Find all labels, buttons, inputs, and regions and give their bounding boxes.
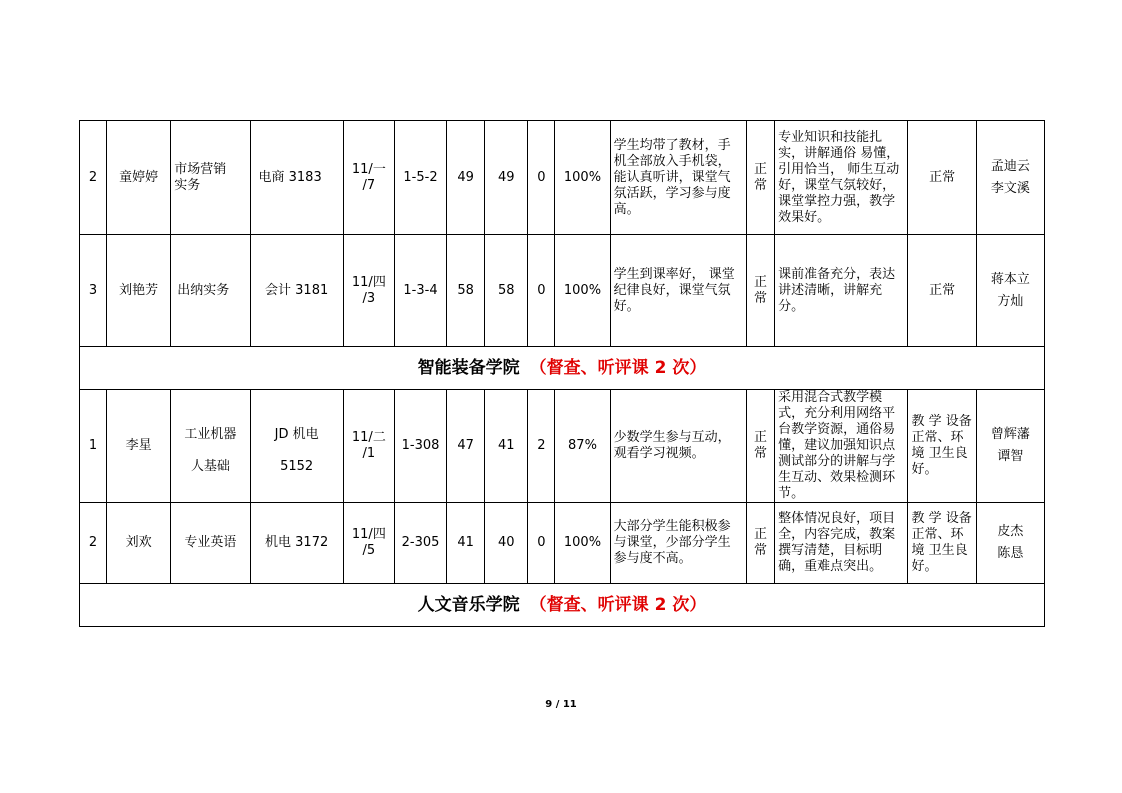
inspectors: 皮杰 陈恳 [976,503,1044,584]
inspectors: 蒋本立 方灿 [976,235,1044,347]
course-name: 专业英语 [171,503,250,584]
attendance-rate: 87% [555,390,610,503]
teacher-name: 童婷婷 [107,121,171,235]
actual-count: 49 [485,121,528,235]
row-number: 1 [80,390,107,503]
actual-count: 58 [485,235,528,347]
study-status: 大部分学生能积极参与课堂，少部分学生参与度不高。 [610,503,746,584]
actual-count: 40 [485,503,528,584]
table-row [80,235,1045,347]
section-tag: （督查、听评课 2 次） [529,595,707,615]
attendance-rate: 100% [555,503,610,584]
study-status: 学生均带了教材，手机全部放入手机袋，能认真听讲，课堂气氛活跃，学习参与度高。 [610,121,746,235]
table-row [80,121,1045,235]
expected-count: 41 [447,503,485,584]
class-name: 电商 3183 [250,121,343,235]
expected-count: 49 [447,121,485,235]
teaching-status: 整体情况良好，项目全，内容完成，教案撰写清楚，目标明确，重难点突出。 [775,503,908,584]
section-header [80,584,1045,627]
class-name: 会计 3181 [250,235,343,347]
expected-count: 47 [447,390,485,503]
course-name: 出纳实务 [171,235,250,347]
study-status: 少数学生参与互动，观看学习视频。 [610,390,746,503]
course-name: 市场营销 实务 [171,121,250,235]
attendance-rate: 100% [555,121,610,235]
equipment-status: 正常 [908,235,976,347]
actual-count: 41 [485,390,528,503]
page-number: 9 / 11 [545,699,577,710]
inspectors: 曾辉藩 谭智 [976,390,1044,503]
equipment-status: 教 学 设备正常、环 境 卫生良好。 [908,390,976,503]
equipment-status: 教 学 设备正常、环 境 卫生良好。 [908,503,976,584]
lesson-time: 11/一 /7 [343,121,394,235]
absent-count: 0 [528,235,555,347]
class-order: 正常 [746,390,774,503]
teaching-status: 课前准备充分，表达讲述清晰，讲解充分。 [775,235,908,347]
class-order: 正常 [746,121,774,235]
expected-count: 58 [447,235,485,347]
table-row [80,390,1045,503]
lesson-time: 11/二 /1 [343,390,394,503]
absent-count: 0 [528,121,555,235]
attendance-rate: 100% [555,235,610,347]
section-header [80,347,1045,390]
teaching-status: 专业知识和技能扎实，讲解通俗 易懂，引用恰当， 师生互动好，课堂气氛较好，课堂掌控力强，教学效果好。 [775,121,908,235]
row-number: 2 [80,503,107,584]
table-row [80,503,1045,584]
inspection-table [79,120,1045,627]
equipment-status: 正常 [908,121,976,235]
absent-count: 0 [528,503,555,584]
inspectors: 孟迪云 李文溪 [976,121,1044,235]
row-number: 2 [80,121,107,235]
teacher-name: 李星 [107,390,171,503]
class-order: 正常 [746,235,774,347]
class-order: 正常 [746,503,774,584]
classroom: 1-5-2 [394,121,446,235]
study-status: 学生到课率好， 课堂纪律良好，课堂气氛好。 [610,235,746,347]
classroom: 1-3-4 [394,235,446,347]
teacher-name: 刘欢 [107,503,171,584]
classroom: 1-308 [394,390,446,503]
teacher-name: 刘艳芳 [107,235,171,347]
class-name: 机电 3172 [250,503,343,584]
section-title: 智能装备学院 [417,358,520,378]
row-number: 3 [80,235,107,347]
course-name: 工业机器 人基础 [171,390,250,503]
teaching-status: 采用混合式教学模式，充分利用网络平台教学资源，通俗易懂，建议加强知识点测试部分的讲解与学生互动、效果检测环节。 [775,390,908,503]
section-title: 人文音乐学院 [417,595,520,615]
class-name: JD 机电 5152 [250,390,343,503]
section-tag: （督查、听评课 2 次） [529,358,707,378]
lesson-time: 11/四 /3 [343,235,394,347]
absent-count: 2 [528,390,555,503]
classroom: 2-305 [394,503,446,584]
lesson-time: 11/四 /5 [343,503,394,584]
